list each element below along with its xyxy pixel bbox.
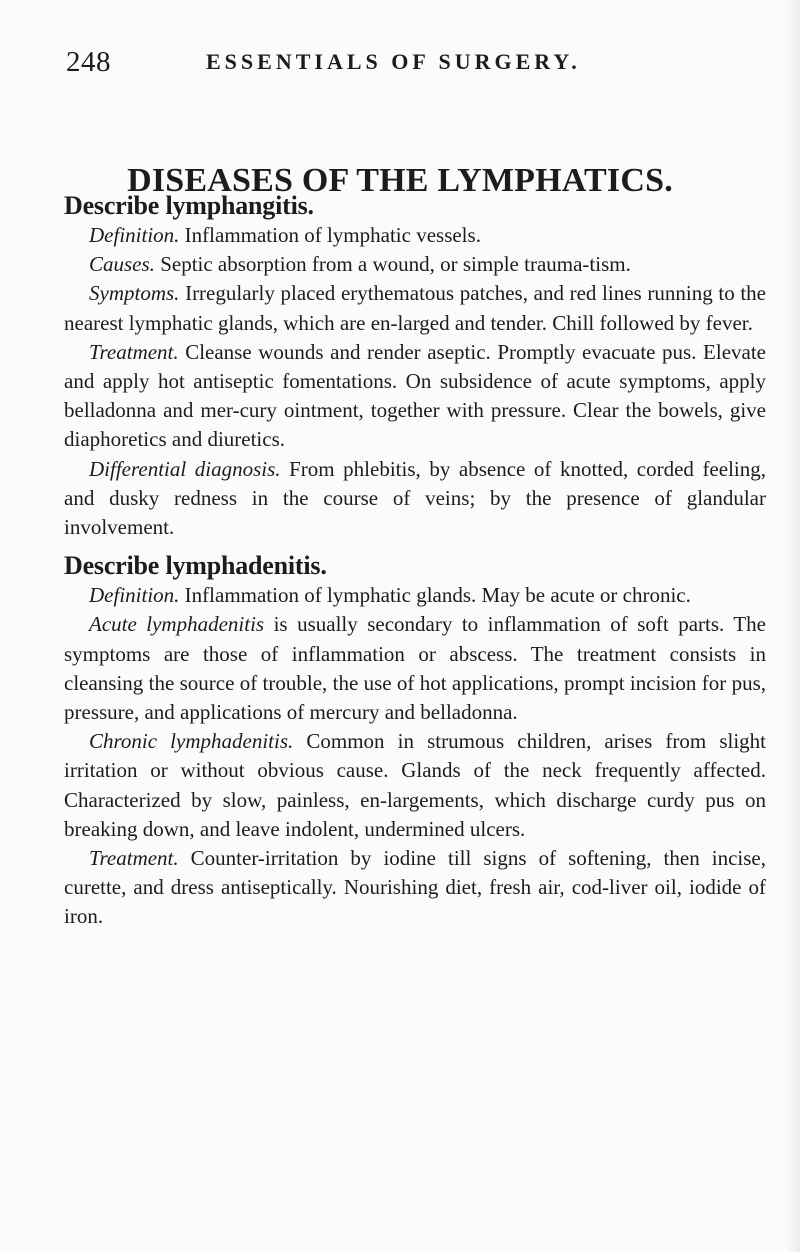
paragraph-term: Acute lymphadenitis (89, 612, 265, 637)
lymphadenitis-treatment-paragraph (64, 844, 766, 932)
paragraph-term: Treatment. (89, 846, 179, 871)
page-number: 248 (66, 46, 111, 78)
lymphangitis-question: Describe lymphangitis. (64, 191, 314, 220)
paragraph-term: Differential diagnosis. (89, 456, 281, 481)
running-title: ESSENTIALS OF SURGERY. (206, 49, 581, 74)
chronic-lymphadenitis-paragraph (64, 727, 766, 844)
paragraph-term: Definition. (89, 583, 180, 608)
lymphadenitis-question: Describe lymphadenitis. (64, 551, 327, 581)
lymphangitis-causes-paragraph (64, 250, 766, 279)
paragraph-term: Chronic lymphadenitis. (89, 729, 294, 754)
paragraph-text: From phlebitis, by absence of knotted, corded feeling, and dusky redness in the course of veins; by the presence of glandular involvement. (64, 456, 766, 540)
acute-lymphadenitis-paragraph (64, 610, 766, 727)
running-head (66, 42, 766, 82)
lymphangitis-definition-paragraph (64, 221, 766, 250)
lymphadenitis-definition-paragraph (64, 581, 766, 610)
page-body (64, 190, 766, 932)
paragraph-text: is usually secondary to inflammation of soft parts. The symptoms are those of inflammation or abscess. The treatment consists in cleansing the source of trouble, the use of hot applications, prompt incision for pus, pressure, and applications of mercury and belladonna. (64, 612, 767, 725)
paragraph-text: Inflammation of lymphatic glands. May be acute or chronic. (179, 583, 691, 608)
lymphangitis-differential-diagnosis-paragraph (64, 455, 766, 543)
lymphadenitis-section (64, 550, 766, 931)
chapter-title: DISEASES OF THE LYMPHATICS. (127, 161, 673, 199)
lymphangitis-treatment-paragraph (64, 338, 766, 455)
paragraph-term: Causes. (89, 252, 155, 277)
section-spacer (64, 542, 766, 550)
paragraph-text: Irregularly placed erythematous patches, and red lines running to the nearest lymphatic glands, which are en-larged and tender. Chill followed by fever. (64, 281, 766, 335)
paragraph-text: Cleanse wounds and render aseptic. Promptly evacuate pus. Elevate and apply hot antiseptic fomentations. On subsidence of acute symptoms, apply belladonna and mer-cury ointment, together with pressure. Clear the bowels, give diaphoretics and diuretics. (64, 339, 766, 452)
paragraph-text: Counter-irritation by iodine till signs of softening, then incise, curette, and dress antiseptically. Nourishing diet, fresh air, cod-liver oil, iodide of iron. (64, 846, 766, 929)
paragraph-term: Definition. (89, 223, 180, 247)
paragraph-text: Common in strumous children, arises from slight irritation or without obvious cause. Glands of the neck frequently affected. Characterized by slow, painless, en-largements, which discharge curdy pus on breaking down, and leave indolent, undermined ulcers. (64, 729, 766, 841)
paragraph-text: Septic absorption from a wound, or simple trauma-tism. (154, 252, 631, 277)
lymphangitis-section (64, 190, 766, 542)
paragraph-term: Treatment. (89, 339, 179, 364)
paragraph-term: Symptoms. (89, 281, 180, 306)
lymphangitis-symptoms-paragraph (64, 279, 766, 337)
paragraph-text: Inflammation of lymphatic vessels. (179, 223, 481, 247)
